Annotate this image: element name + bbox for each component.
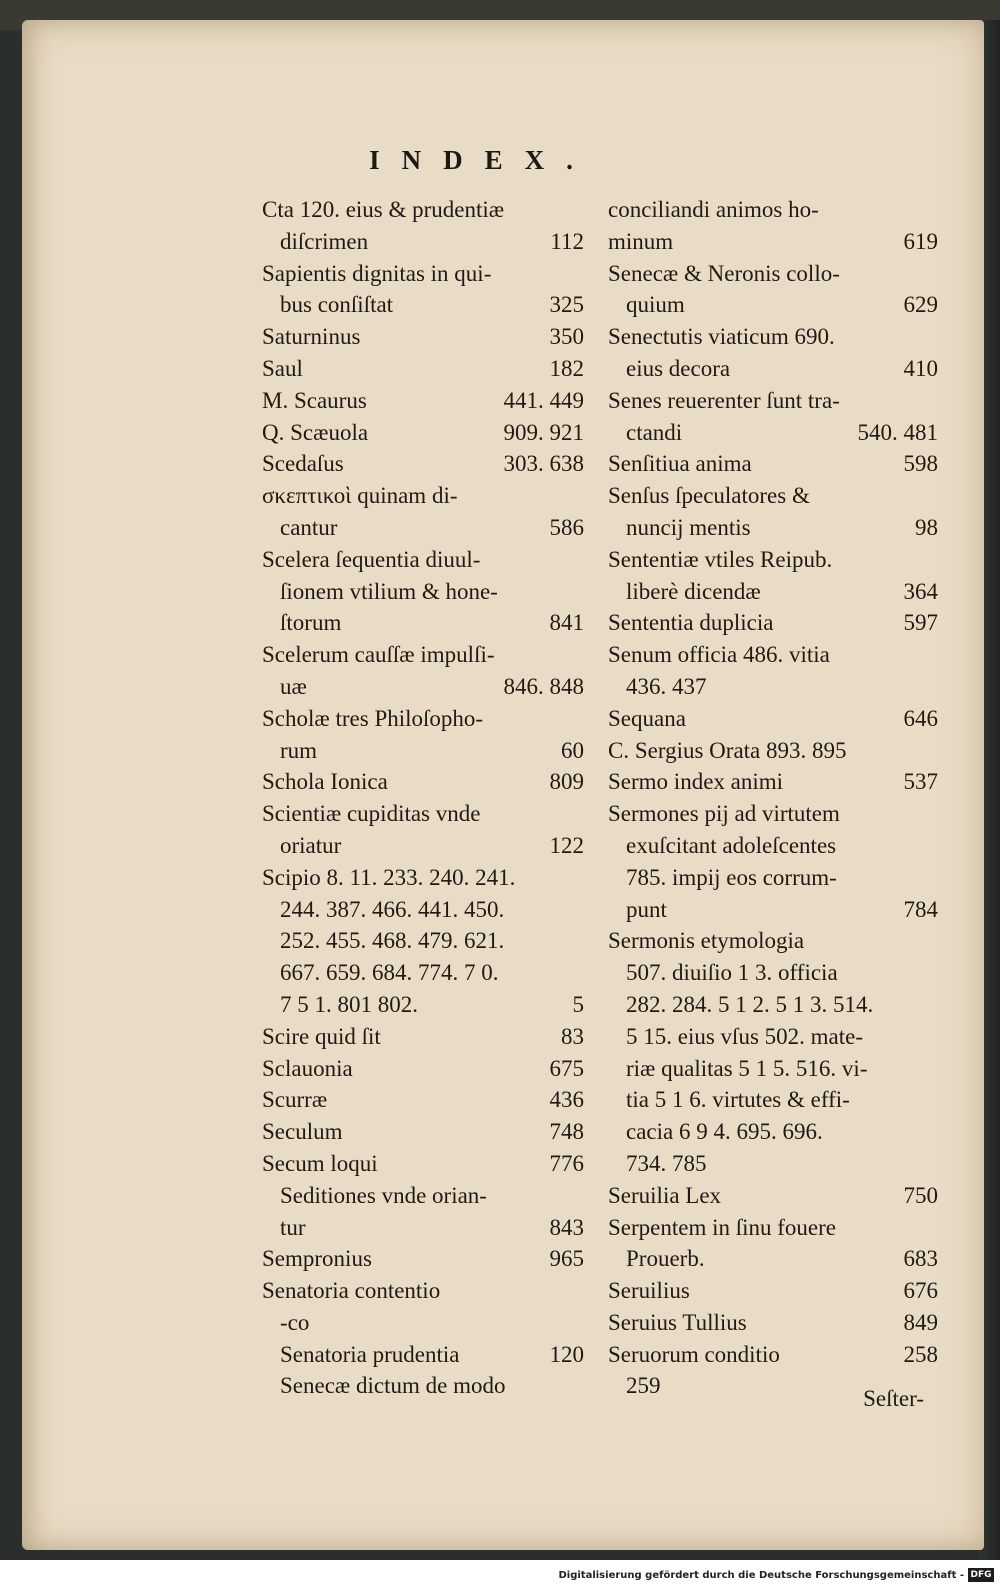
index-entry: [608, 1053, 938, 1085]
index-entry: [262, 417, 584, 449]
entry-text: Sententia duplicia: [608, 610, 774, 636]
index-entry: [262, 925, 584, 957]
index-entry: [608, 1212, 938, 1244]
index-entry: [608, 480, 938, 512]
index-entry: [608, 512, 938, 544]
entry-page-ref: 784: [903, 896, 938, 922]
entry-page-ref: 841: [549, 610, 584, 636]
entry-text: Scurræ: [262, 1087, 328, 1113]
index-entry: [262, 1180, 584, 1212]
index-entry: [608, 607, 938, 639]
index-entry: [262, 1084, 584, 1116]
entry-text: Sequana: [608, 705, 686, 731]
entry-page-ref: 909. 921: [503, 419, 584, 445]
catchword: Seſter-: [863, 1386, 924, 1411]
index-entry: [608, 1084, 938, 1116]
index-entry: [608, 1116, 938, 1148]
entry-page-ref: 540. 481: [857, 419, 938, 445]
entry-page-ref: 537: [903, 769, 938, 795]
entry-text: Seruilia Lex: [608, 1182, 722, 1208]
index-entry: [608, 258, 938, 290]
page-header: INDEX.: [369, 145, 595, 175]
index-column-right: [608, 194, 938, 1402]
index-entry: [608, 448, 938, 480]
index-entry: [262, 1275, 584, 1307]
entry-text: ſtorum: [280, 610, 342, 636]
index-entry: [262, 894, 584, 926]
entry-text: Seruius Tullius: [608, 1309, 747, 1335]
entry-text: quium: [626, 292, 685, 318]
index-entry: [262, 957, 584, 989]
entry-page-ref: 675: [549, 1055, 584, 1081]
index-entry: [608, 576, 938, 608]
index-entry: [262, 989, 584, 1021]
entry-text: Seruilius: [608, 1278, 690, 1304]
index-entry: [262, 576, 584, 608]
index-entry: [262, 798, 584, 830]
entry-page-ref: 676: [903, 1278, 938, 1304]
index-entry: [262, 862, 584, 894]
entry-page-ref: 846. 848: [503, 673, 584, 699]
entry-text: Q. Scæuola: [262, 419, 369, 445]
index-entry: [262, 1243, 584, 1275]
entry-text: 5 15. eius vſus 502. mate-: [626, 1023, 863, 1049]
entry-text: Sclauonia: [262, 1055, 353, 1081]
index-entry: [262, 1116, 584, 1148]
entry-text: tia 5 1 6. virtutes & effi-: [626, 1087, 850, 1113]
entry-page-ref: 965: [549, 1246, 584, 1272]
entry-text: Senatoria prudentia: [280, 1341, 460, 1367]
entry-text: 667. 659. 684. 774. 7 0.: [280, 960, 499, 986]
index-entry: [608, 735, 938, 767]
entry-page-ref: 586: [549, 514, 584, 540]
entry-text: Senecæ dictum de modo: [280, 1373, 506, 1399]
entry-text: conciliandi animos ho-: [608, 197, 819, 222]
index-column-left: [262, 194, 584, 1402]
entry-page-ref: 325: [549, 292, 584, 318]
entry-text: Sermonis etymologia: [608, 928, 805, 954]
entry-text: Seruorum conditio: [608, 1341, 780, 1367]
index-entry: [262, 480, 584, 512]
entry-text: -co: [280, 1309, 310, 1335]
entry-page-ref: 112: [550, 228, 584, 254]
entry-text: Scipio 8. 11. 233. 240. 241.: [262, 864, 516, 890]
entry-page-ref: 436: [549, 1087, 584, 1113]
entry-page-ref: 83: [561, 1023, 584, 1049]
index-entry: [608, 226, 938, 258]
book-page: [22, 20, 984, 1550]
index-entry: [608, 417, 938, 449]
entry-text: Sempronius: [262, 1246, 372, 1272]
entry-text: Senſus ſpeculatores &: [608, 483, 810, 509]
index-entry: [608, 544, 938, 576]
index-entry: [608, 1339, 938, 1371]
index-entry: [608, 1275, 938, 1307]
index-entry: [262, 703, 584, 735]
entry-page-ref: 750: [903, 1182, 938, 1208]
entry-text: Senes reuerenter ſunt tra-: [608, 387, 840, 413]
index-entry: [608, 989, 938, 1021]
entry-page-ref: 258: [903, 1341, 938, 1367]
index-entry: [262, 1370, 584, 1402]
index-entry: [608, 194, 938, 226]
entry-page-ref: 60: [561, 737, 584, 763]
entry-page-ref: 410: [903, 355, 938, 381]
entry-text: Saturninus: [262, 324, 361, 350]
entry-text: 734. 785: [626, 1150, 707, 1176]
index-entry: [262, 353, 584, 385]
entry-text: rum: [280, 737, 318, 763]
index-entry: [262, 1053, 584, 1085]
entry-text: cantur: [280, 514, 338, 540]
entry-page-ref: 843: [549, 1214, 584, 1240]
index-entry: [608, 1021, 938, 1053]
index-entry: [262, 226, 584, 258]
entry-page-ref: 441. 449: [503, 387, 584, 413]
entry-page-ref: 303. 638: [503, 451, 584, 477]
entry-text: Senatoria contentio: [262, 1278, 441, 1304]
index-entry: [262, 544, 584, 576]
entry-page-ref: 350: [549, 324, 584, 350]
entry-text: Сta 120. eius & prudentiæ: [262, 197, 505, 222]
entry-text: tur: [280, 1214, 306, 1240]
entry-text: eius decora: [626, 355, 731, 381]
digitization-footer: [0, 1562, 1000, 1590]
index-entry: [262, 194, 584, 226]
entry-text: nuncij mentis: [626, 514, 751, 540]
entry-text: Scire quid ſit: [262, 1023, 381, 1049]
entry-page-ref: 5: [572, 991, 584, 1017]
index-entry: [608, 703, 938, 735]
entry-text: Scelerum cauſſæ impulſi-: [262, 642, 495, 668]
index-entry: [608, 862, 938, 894]
index-entry: [262, 639, 584, 671]
index-entry: [608, 894, 938, 926]
entry-text: ſionem vtilium & hone-: [280, 578, 498, 604]
entry-text: diſcrimen: [280, 228, 369, 254]
entry-text: Senſitiua anima: [608, 451, 752, 477]
index-entry: [262, 385, 584, 417]
index-entry: [262, 1148, 584, 1180]
index-entry: [608, 671, 938, 703]
entry-text: Seditiones vnde orian-: [280, 1182, 487, 1208]
index-entry: [608, 957, 938, 989]
entry-page-ref: 597: [903, 610, 938, 636]
entry-text: Secum loqui: [262, 1150, 378, 1176]
entry-text: Scientiæ cupiditas vnde: [262, 801, 481, 827]
index-entry: [262, 321, 584, 353]
index-entry: [262, 289, 584, 321]
entry-page-ref: 98: [915, 514, 938, 540]
entry-text: σκεπτικοὶ quinam di-: [262, 483, 458, 509]
entry-text: liberè dicendæ: [626, 578, 761, 604]
entry-page-ref: 809: [549, 769, 584, 795]
entry-page-ref: 776: [549, 1150, 584, 1176]
index-entry: [262, 671, 584, 703]
index-entry: [608, 1307, 938, 1339]
entry-page-ref: 629: [903, 292, 938, 318]
index-entry: [262, 512, 584, 544]
index-entry: [262, 448, 584, 480]
index-entry: [608, 798, 938, 830]
index-entry: [608, 321, 938, 353]
entry-text: M. Scaurus: [262, 387, 367, 413]
entry-text: 252. 455. 468. 479. 621.: [280, 928, 505, 954]
entry-text: Prouerb.: [626, 1246, 705, 1272]
entry-text: Scholæ tres Philoſopho-: [262, 705, 484, 731]
entry-text: punt: [626, 896, 667, 922]
entry-text: Senum officia 486. vitia: [608, 642, 830, 668]
index-entry: [262, 1307, 584, 1339]
index-entry: [608, 1243, 938, 1275]
entry-text: minum: [608, 228, 674, 254]
entry-text: 244. 387. 466. 441. 450.: [280, 896, 505, 922]
entry-text: ctandi: [626, 419, 683, 445]
entry-text: cacia 6 9 4. 695. 696.: [626, 1119, 823, 1145]
entry-text: 507. diuiſio 1 3. officia: [626, 960, 838, 986]
entry-text: Saul: [262, 355, 303, 381]
entry-text: riæ qualitas 5 1 5. 516. vi-: [626, 1055, 868, 1081]
entry-page-ref: 598: [903, 451, 938, 477]
entry-text: bus conſiſtat: [280, 292, 394, 318]
entry-page-ref: 364: [903, 578, 938, 604]
entry-text: Senecæ & Neronis collo-: [608, 260, 840, 286]
index-entry: [262, 607, 584, 639]
funding-note: Digitalisierung gefördert durch die Deutsche Forschungsgemeinschaft -: [558, 1570, 964, 1581]
dfg-logo: DFG: [968, 1568, 994, 1582]
index-entry: [262, 1021, 584, 1053]
entry-page-ref: 182: [549, 355, 584, 381]
index-entry: [262, 258, 584, 290]
entry-text: Serpentem in ſinu fouere: [608, 1214, 837, 1240]
entry-text: Schola Ionica: [262, 769, 388, 795]
entry-text: 436. 437: [626, 673, 707, 699]
entry-page-ref: 748: [549, 1119, 584, 1145]
entry-text: Senectutis viaticum 690.: [608, 324, 835, 350]
entry-page-ref: 849: [903, 1309, 938, 1335]
entry-text: Seculum: [262, 1119, 343, 1145]
entry-text: 259: [626, 1373, 661, 1399]
index-entry: [608, 385, 938, 417]
entry-text: Sermo index animi: [608, 769, 784, 795]
entry-text: Sermones pij ad virtutem: [608, 801, 840, 827]
entry-text: Sententiæ vtiles Reipub.: [608, 546, 833, 572]
index-entry: [262, 1212, 584, 1244]
entry-text: 785. impij eos corrum-: [626, 864, 837, 890]
index-entry: [608, 925, 938, 957]
index-entry: [608, 830, 938, 862]
entry-text: 7 5 1. 801 802.: [280, 991, 418, 1017]
index-entry: [608, 1148, 938, 1180]
entry-text: exuſcitant adoleſcentes: [626, 832, 837, 858]
index-entry: [608, 1180, 938, 1212]
entry-page-ref: 683: [903, 1246, 938, 1272]
index-entry: [262, 735, 584, 767]
entry-text: 282. 284. 5 1 2. 5 1 3. 514.: [626, 991, 874, 1017]
index-entry: [608, 353, 938, 385]
entry-text: oriatur: [280, 832, 342, 858]
entry-page-ref: 120: [549, 1341, 584, 1367]
entry-page-ref: 122: [549, 832, 584, 858]
entry-text: Scelera ſequentia diuul-: [262, 546, 481, 572]
entry-text: uæ: [280, 673, 307, 699]
index-entry: [608, 639, 938, 671]
entry-text: Scedaſus: [262, 451, 344, 477]
index-entry: [262, 830, 584, 862]
index-entry: [608, 289, 938, 321]
entry-text: Sapientis dignitas in qui-: [262, 260, 492, 286]
index-entry: [262, 766, 584, 798]
entry-text: C. Sergius Orata 893. 895: [608, 737, 847, 763]
entry-page-ref: 646: [903, 705, 938, 731]
index-entry: [608, 766, 938, 798]
entry-page-ref: 619: [903, 228, 938, 254]
index-entry: [262, 1339, 584, 1371]
